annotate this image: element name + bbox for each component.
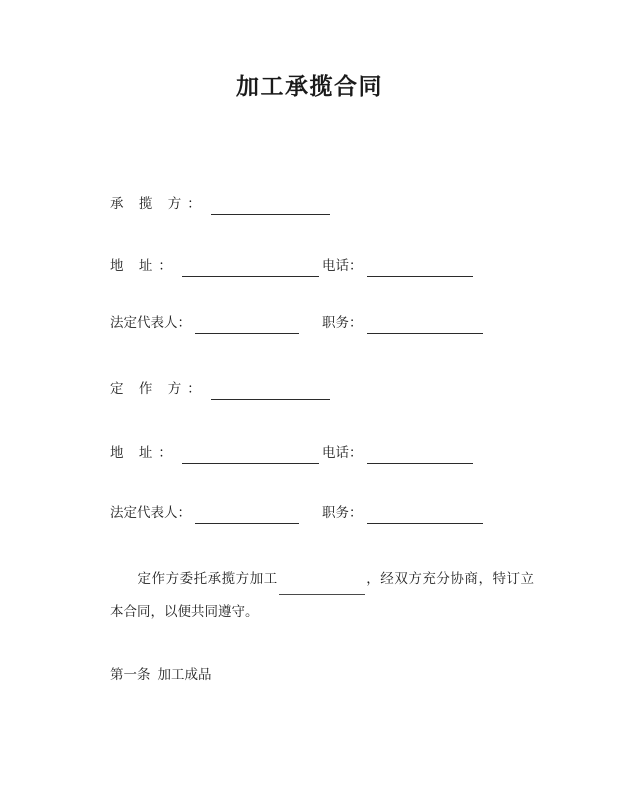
article-1-number: 第一条 — [110, 667, 151, 682]
contractor-phone-label: 电话： — [322, 258, 363, 273]
field-contractor-legal-rep — [110, 312, 299, 334]
client-job-title-input[interactable] — [367, 508, 483, 524]
client-legal-rep-input[interactable] — [195, 508, 299, 524]
article-1-title: 加工成品 — [157, 667, 212, 682]
client-phone-input[interactable] — [367, 448, 473, 464]
document-title: 加工承揽合同 — [236, 74, 383, 99]
preamble-paragraph — [110, 562, 534, 628]
client-address-input[interactable] — [182, 448, 319, 464]
field-client-phone — [322, 442, 473, 464]
contractor-address-label: 地 址： — [110, 258, 178, 273]
form-row-contractor-legal-rep — [110, 312, 530, 334]
form-row-client-name — [110, 378, 530, 400]
form-row-contractor-name — [110, 193, 530, 215]
contractor-name-input[interactable] — [211, 199, 330, 215]
field-client-address — [110, 442, 319, 464]
client-address-label: 地 址： — [110, 445, 178, 460]
form-row-client-legal-rep — [110, 502, 530, 524]
contractor-legal-rep-label: 法定代表人： — [110, 315, 191, 330]
contractor-phone-input[interactable] — [367, 261, 473, 277]
preamble-text-before-blank: 定作方委托承揽方加工 — [137, 571, 278, 586]
article-1-heading — [110, 663, 212, 683]
preamble-text-after-blank: ，经双方充分协商，特订立本合同，以便共同遵守。 — [110, 571, 535, 619]
field-client-name — [110, 378, 330, 400]
client-name-input[interactable] — [211, 384, 330, 400]
field-contractor-address — [110, 255, 319, 277]
field-client-legal-rep — [110, 502, 299, 524]
form-row-client-address — [110, 442, 530, 464]
form-row-contractor-address — [110, 255, 530, 277]
contractor-job-title-input[interactable] — [367, 318, 483, 334]
contractor-job-title-label: 职务： — [322, 315, 363, 330]
client-phone-label: 电话： — [322, 445, 363, 460]
field-contractor-job-title — [322, 312, 483, 334]
field-contractor-phone — [322, 255, 473, 277]
preamble-blank-input[interactable] — [279, 581, 365, 595]
client-job-title-label: 职务： — [322, 505, 363, 520]
contractor-name-label: 承 揽 方： — [110, 196, 207, 211]
contractor-legal-rep-input[interactable] — [195, 318, 299, 334]
contractor-address-input[interactable] — [182, 261, 319, 277]
field-contractor-name — [110, 193, 330, 215]
field-client-job-title — [322, 502, 483, 524]
client-name-label: 定 作 方： — [110, 381, 207, 396]
client-legal-rep-label: 法定代表人： — [110, 505, 191, 520]
